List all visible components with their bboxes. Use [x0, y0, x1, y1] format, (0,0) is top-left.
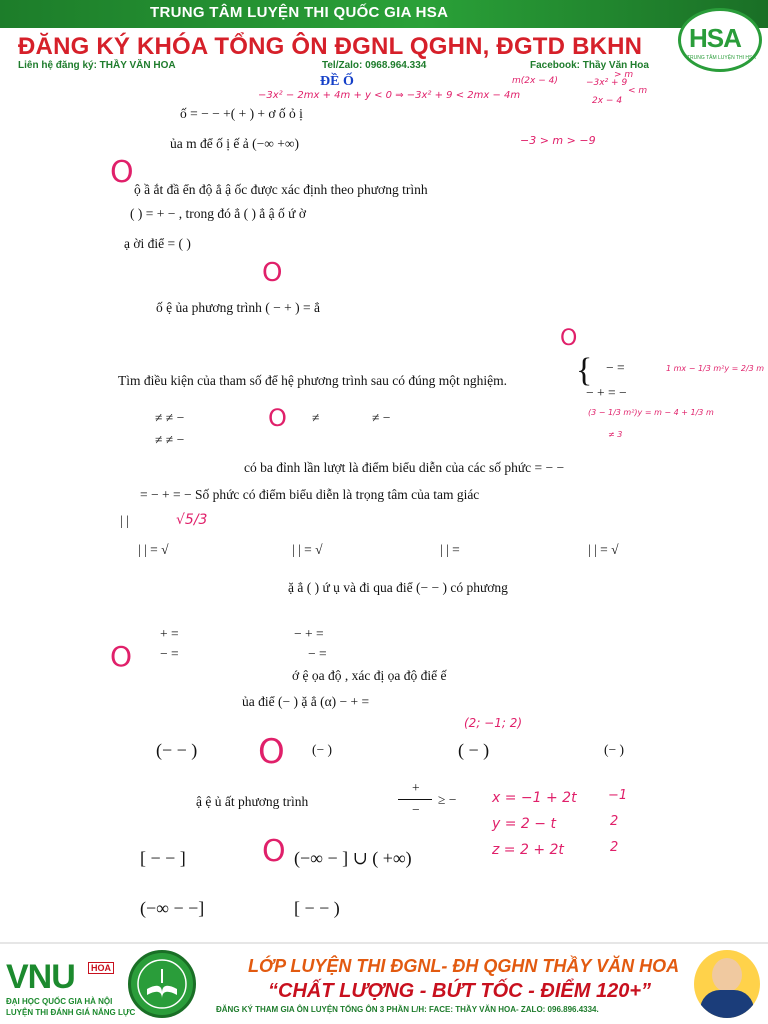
q4-system-eq1: − =: [606, 360, 625, 375]
note-q5-sqrt: √5/3: [176, 512, 208, 528]
q7-option-b: (− ): [312, 742, 332, 757]
q6-option-b-eq1: − + =: [294, 626, 324, 641]
note-q7-y: y = 2 − t: [492, 816, 556, 832]
hsa-logo: [678, 8, 762, 72]
vnu-subtitle-2: LUYỆN THI ĐÁNH GIÁ NĂNG LỰC: [6, 1008, 136, 1017]
q4-option-c: ≠: [312, 410, 320, 425]
teacher-avatar: [694, 950, 760, 1018]
note-q7-dy: 2: [610, 814, 619, 829]
avatar-head: [712, 958, 742, 992]
system-brace: {: [576, 352, 593, 389]
answer-circle-q7: O: [258, 732, 285, 772]
q7-option-a: (− − ): [156, 740, 198, 760]
q8-rhs: ≥ −: [438, 792, 457, 807]
note-q1-den: 2x − 4: [592, 96, 623, 106]
answer-circle-q4: O: [268, 404, 287, 432]
q7-option-d: (− ): [604, 742, 624, 757]
answer-circle-q6: O: [110, 640, 133, 673]
q4-option-d: ≠ −: [372, 410, 391, 425]
note-q4-ne3: ≠ 3: [608, 430, 623, 439]
q5-option-a: | | = √: [138, 542, 169, 557]
q2-line3: ạ ời điể = ( ): [124, 236, 191, 251]
q4-option-a: ≠ ≠ −: [155, 410, 185, 425]
q8-fraction-denominator: −: [412, 802, 420, 817]
q8-fraction-bar: [398, 799, 432, 800]
answer-circle-q4-top: O: [560, 326, 578, 351]
footer-divider: [0, 942, 768, 944]
q8-fraction-numerator: +: [412, 780, 420, 795]
q8-line: ậ ệ ủ ất phương trình: [196, 794, 309, 809]
q7-option-c: ( − ): [458, 740, 490, 760]
exam-heading: ĐỀ Ố: [320, 74, 354, 89]
note-q4-eq: 1 mx − 1/3 m²y = 2/3 m: [666, 364, 765, 373]
note-q1-gt-m: > m: [614, 70, 634, 80]
hsa-logo-subtitle: TRUNG TÂM LUYỆN THI HSA: [687, 55, 756, 61]
footer-slogan: “CHẤT LƯỢNG - BỨT TỐC - ĐIỂM 120+”: [268, 980, 651, 1002]
q5-option-c: | | =: [440, 542, 460, 557]
q6-option-b-eq2: − =: [308, 646, 327, 661]
note-q4-solve: (3 − 1/3 m²)y = m − 4 + 1/3 m: [588, 408, 714, 417]
hoa-badge: HOA: [88, 962, 114, 974]
hsa-logo-text: HSA: [689, 23, 741, 53]
q4-option-b: ≠ ≠ −: [155, 432, 185, 447]
q5-option-d: | | = √: [588, 542, 619, 557]
q5-abs: | |: [120, 513, 129, 528]
q6-line: ặ ẳ ( ) ứ ụ và đi qua điể (− − ) có phương: [288, 580, 508, 595]
contact-facebook: Facebook: Thầy Văn Hoa: [530, 60, 649, 71]
note-q1-lt-m: < m: [628, 86, 648, 96]
q1-line2: ủa m để ố ị ế ả (−∞ +∞): [170, 136, 299, 151]
vnu-logo-text: VNU: [6, 958, 75, 996]
q6-option-a-eq1: + =: [160, 626, 179, 641]
q7-line2: ủa điể (− ) ặ ẳ (α) − + =: [242, 694, 370, 709]
footer-register-info: ĐĂNG KÝ THAM GIA ÔN LUYỆN TỔNG ÔN 3 PHẦN L/H: FACE: THẦY VĂN HOA- ZALO: 096.896.4334.: [216, 1005, 599, 1014]
note-q7-dx: −1: [608, 788, 628, 803]
avatar-body: [700, 990, 754, 1018]
note-q7-x: x = −1 + 2t: [492, 790, 577, 806]
q8-option-d: [ − − ): [294, 898, 340, 918]
footer-course-title: LỚP LUYỆN THI ĐGNL- ĐH QGHN THẦY VĂN HOA: [248, 956, 680, 976]
q4-system-eq2: − + = −: [586, 385, 627, 400]
q2-line1: ộ ầ ắt đầ ển độ ẳ ậ ốc được xác định theo phương trình: [134, 182, 428, 197]
q5-line1: có ba đỉnh lần lượt là điểm biểu diễn của các số phức = − −: [244, 460, 565, 475]
note-q1-result: −3 > m > −9: [520, 134, 596, 147]
q5-option-b: | | = √: [292, 542, 323, 557]
q6-option-a-eq2: − =: [160, 646, 179, 661]
q8-option-c: (−∞ − −]: [140, 898, 205, 918]
vnu-subtitle-1: ĐẠI HỌC QUỐC GIA HÀ NỘI: [6, 997, 113, 1006]
note-q7-dz: 2: [610, 840, 619, 855]
q8-option-b: (−∞ − ] ∪ ( +∞): [294, 848, 412, 868]
open-book-logo-icon: [128, 950, 196, 1018]
answer-circle-q3: O: [262, 258, 283, 288]
note-q7-z: z = 2 + 2t: [492, 842, 564, 858]
answer-circle-q2: O: [110, 155, 134, 190]
header-band-title: TRUNG TÂM LUYỆN THI QUỐC GIA HSA: [150, 4, 449, 21]
q4-line: Tìm điều kiện của tham số để hệ phương trình sau có đúng một nghiệm.: [118, 373, 508, 388]
q8-option-a: [ − − ]: [140, 848, 186, 868]
q5-line2: = − + = − Số phức có điểm biểu diễn là trọng tâm của tam giác: [140, 487, 480, 502]
contact-register: Liên hệ đăng ký: THẦY VĂN HOA: [18, 60, 176, 71]
course-title: ĐĂNG KÝ KHÓA TỔNG ÔN ĐGNL QGHN, ĐGTD BKHN: [18, 33, 643, 60]
q2-line2: ( ) = + − , trong đó ẳ ( ) ẳ ậ ố ứ ờ: [130, 206, 307, 221]
note-q1-factor: m(2x − 4): [512, 76, 558, 86]
note-q1-num: −3x² + 9: [586, 78, 628, 88]
note-q1-inequality: −3x² − 2mx + 4m + y < 0 ⇒ −3x² + 9 < 2mx − 4m: [258, 90, 521, 101]
q7-line1: ớ ệ ọa độ , xác đị ọa độ điể ế: [292, 668, 447, 683]
q3-line: ố ệ ủa phương trình ( − + ) = ẳ: [156, 300, 321, 315]
note-q7-point: (2; −1; 2): [464, 716, 523, 730]
q1-line1: ố = − − +( + ) + ơ ố ỏ ị: [180, 106, 303, 121]
answer-circle-q8: O: [262, 834, 286, 869]
contact-phone: Tel/Zalo: 0968.964.334: [322, 60, 427, 71]
